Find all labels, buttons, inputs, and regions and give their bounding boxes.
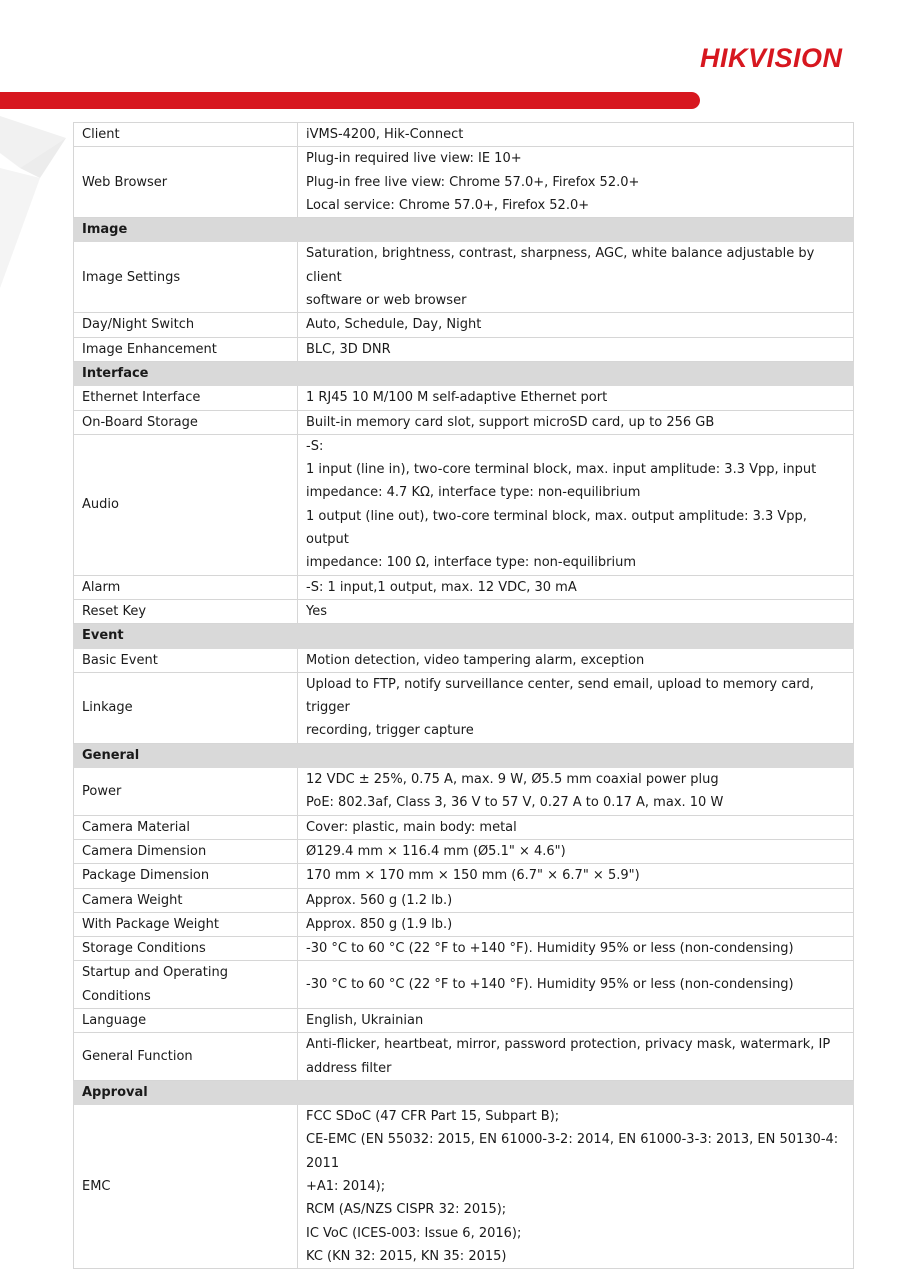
spec-value-line: 1 output (line out), two-core terminal block, max. output amplitude: 3.3 Vpp, output [306,508,807,548]
spec-value-line: -S: 1 input,1 output, max. 12 VDC, 30 mA [306,579,577,595]
spec-value-line: 170 mm × 170 mm × 150 mm (6.7" × 6.7" × 5.9") [306,868,640,884]
spec-value [298,123,854,147]
spec-row [74,888,854,912]
spec-row [74,1008,854,1032]
spec-label: Day/Night Switch [74,313,298,337]
spec-value [298,386,854,410]
spec-value [298,242,854,313]
spec-value-line: Yes [306,603,327,619]
spec-value [298,937,854,961]
spec-row [74,768,854,816]
spec-value-line: Motion detection, video tampering alarm, exception [306,652,645,668]
spec-value-line: English, Ukrainian [306,1012,424,1028]
spec-label: Power [74,768,298,816]
spec-row [74,123,854,147]
section-title: General [74,743,854,767]
section-title: Image [74,218,854,242]
spec-row [74,1033,854,1081]
spec-row [74,815,854,839]
spec-label: On-Board Storage [74,410,298,434]
spec-value-line: recording, trigger capture [306,723,474,739]
spec-value-line: 12 VDC ± 25%, 0.75 A, max. 9 W, Ø5.5 mm coaxial power plug [306,772,719,788]
spec-row [74,937,854,961]
spec-value [298,434,854,575]
spec-value-line: PoE: 802.3af, Class 3, 36 V to 57 V, 0.27 A to 0.17 A, max. 10 W [306,795,724,811]
spec-label: With Package Weight [74,912,298,936]
spec-value [298,599,854,623]
spec-value [298,864,854,888]
spec-label: Language [74,1008,298,1032]
spec-row [74,242,854,313]
section-header-row [74,361,854,385]
spec-row [74,410,854,434]
spec-value-line: IC VoC (ICES-003: Issue 6, 2016); [306,1225,522,1241]
spec-value-line: -30 °C to 60 °C (22 °F to +140 °F). Humidity 95% or less (non-condensing) [306,941,794,957]
spec-row [74,864,854,888]
spec-row [74,434,854,575]
spec-label: Camera Material [74,815,298,839]
spec-value [298,575,854,599]
spec-value-line: CE-EMC (EN 55032: 2015, EN 61000-3-2: 2014, EN 61000-3-3: 2013, EN 50130-4: 2011 [306,1132,839,1171]
spec-label: Image Enhancement [74,337,298,361]
spec-label-line: Conditions [82,988,151,1004]
spec-value [298,815,854,839]
spec-value [298,1008,854,1032]
spec-value [298,147,854,218]
section-title: Interface [74,361,854,385]
spec-value-line: software or web browser [306,293,467,309]
spec-label: Web Browser [74,147,298,218]
spec-value-line: 1 input (line in), two-core terminal block, max. input amplitude: 3.3 Vpp, input [306,462,817,478]
spec-label: Basic Event [74,648,298,672]
spec-value [298,648,854,672]
spec-value-line: Plug-in required live view: IE 10+ [306,151,522,167]
spec-label: Linkage [74,672,298,743]
spec-value-line: RCM (AS/NZS CISPR 32: 2015); [306,1202,507,1218]
spec-row [74,599,854,623]
spec-value-line: Approx. 850 g (1.9 lb.) [306,916,453,932]
spec-label: General Function [74,1033,298,1081]
spec-value-line: impedance: 4.7 KΩ, interface type: non-equilibrium [306,485,641,501]
spec-value-line: Auto, Schedule, Day, Night [306,317,482,333]
spec-value-line: +A1: 2014); [306,1179,386,1195]
spec-row [74,147,854,218]
spec-label: Reset Key [74,599,298,623]
spec-value-line: Upload to FTP, notify surveillance center, send email, upload to memory card, trigger [306,676,814,716]
spec-label: Camera Dimension [74,839,298,863]
spec-value-line: Local service: Chrome 57.0+, Firefox 52.0+ [306,197,590,213]
spec-value [298,313,854,337]
spec-row [74,912,854,936]
spec-row [74,648,854,672]
spec-value [298,410,854,434]
spec-label: Client [74,123,298,147]
spec-row [74,313,854,337]
spec-value-line: FCC SDoC (47 CFR Part 15, Subpart B); [306,1109,560,1125]
spec-label: Camera Weight [74,888,298,912]
logo-text: HIKVISION [700,43,843,73]
spec-label: Ethernet Interface [74,386,298,410]
spec-value-line: Approx. 560 g (1.2 lb.) [306,892,453,908]
spec-value-line: Built-in memory card slot, support microSD card, up to 256 GB [306,414,715,430]
spec-value [298,888,854,912]
header-red-bar [0,92,700,109]
spec-value-line: Plug-in free live view: Chrome 57.0+, Firefox 52.0+ [306,174,640,190]
section-title: Approval [74,1080,854,1104]
spec-value-line: BLC, 3D DNR [306,341,391,357]
spec-value [298,768,854,816]
spec-value-line: iVMS-4200, Hik-Connect [306,127,464,142]
spec-label [74,961,298,1009]
spec-value-line: Saturation, brightness, contrast, sharpness, AGC, white balance adjustable by client [306,246,815,285]
spec-row [74,839,854,863]
specification-table [73,122,854,1269]
spec-label: Image Settings [74,242,298,313]
spec-value [298,337,854,361]
spec-value-line: -30 °C to 60 °C (22 °F to +140 °F). Humidity 95% or less (non-condensing) [306,977,794,993]
spec-value-line: -S: [306,438,324,454]
spec-label: Package Dimension [74,864,298,888]
spec-label-line: Startup and Operating [82,965,228,981]
spec-value-line: 1 RJ45 10 M/100 M self-adaptive Ethernet port [306,390,608,406]
spec-value-line: Cover: plastic, main body: metal [306,819,517,835]
spec-value [298,839,854,863]
spec-value [298,912,854,936]
spec-value [298,1033,854,1081]
section-header-row [74,218,854,242]
spec-value-line: impedance: 100 Ω, interface type: non-equilibrium [306,555,637,571]
decorative-watermark-shape [0,108,70,298]
spec-row [74,961,854,1009]
spec-label: Storage Conditions [74,937,298,961]
spec-value-line: address filter [306,1060,392,1076]
spec-value-line: Ø129.4 mm × 116.4 mm (Ø5.1" × 4.6") [306,843,566,859]
section-header-row [74,1080,854,1104]
spec-label: Alarm [74,575,298,599]
spec-row [74,575,854,599]
spec-value-line: Anti-flicker, heartbeat, mirror, password protection, privacy mask, watermark, IP [306,1037,831,1053]
spec-row [74,672,854,743]
spec-value [298,1105,854,1269]
section-title: Event [74,624,854,648]
hikvision-logo [698,40,868,74]
section-header-row [74,624,854,648]
spec-row [74,337,854,361]
spec-value [298,961,854,1009]
spec-label: Audio [74,434,298,575]
spec-row [74,386,854,410]
spec-row [74,1105,854,1269]
spec-value [298,672,854,743]
section-header-row [74,743,854,767]
spec-value-line: KC (KN 32: 2015, KN 35: 2015) [306,1248,507,1264]
spec-label: EMC [74,1105,298,1269]
